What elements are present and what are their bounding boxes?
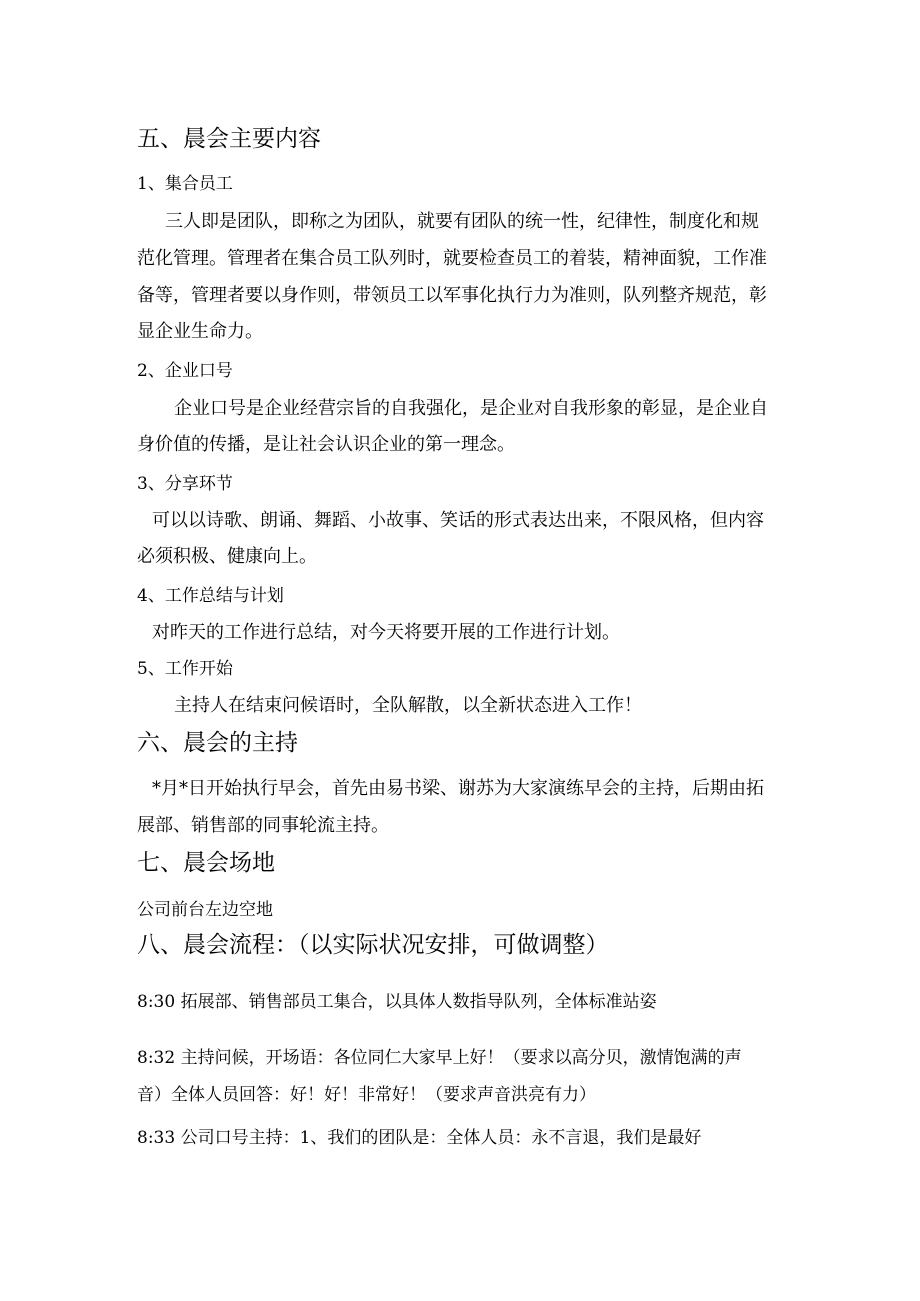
item-title-1: 1、集合员工 (137, 174, 233, 194)
item-title-5: 5、工作开始 (137, 659, 233, 679)
item-3-line-1: 可以以诗歌、朗诵、舞蹈、小故事、笑话的形式表达出来，不限风格，但内容 (152, 510, 764, 531)
section-heading-seven: 七、晨会场地 (137, 850, 275, 876)
item-title-4: 4、工作总结与计划 (137, 586, 284, 606)
schedule-830: 8:30 拓展部、销售部员工集合，以具体人数指导队列，全体标准站姿 (137, 992, 657, 1012)
section-heading-five: 五、晨会主要内容 (137, 126, 321, 152)
item-2-line-2: 身价值的传播，是让社会认识企业的第一理念。 (137, 434, 515, 455)
schedule-833: 8:33 公司口号主持：1、我们的团队是：全体人员：永不言退，我们是最好 (137, 1128, 702, 1148)
schedule-832-line-2: 音）全体人员回答：好！好！非常好！（要求声音洪亮有力） (137, 1085, 596, 1105)
item-2-line-1: 企业口号是企业经营宗旨的自我强化，是企业对自我形象的彰显，是企业自 (174, 398, 768, 419)
item-3-line-2: 必须积极、健康向上。 (137, 546, 317, 567)
six-line-2: 展部、销售部的同事轮流主持。 (137, 815, 389, 836)
venue-text: 公司前台左边空地 (137, 900, 273, 920)
item-title-2: 2、企业口号 (137, 361, 233, 381)
item-title-3: 3、分享环节 (137, 474, 233, 494)
item-1-line-1: 三人即是团队，即称之为团队，就要有团队的统一性，纪律性，制度化和规 (165, 211, 759, 232)
section-heading-eight: 八、晨会流程：（以实际状况安排，可做调整） (137, 932, 609, 958)
schedule-832-line-1: 8:32 主持问候，开场语：各位同仁大家早上好！（要求以高分贝，激情饱满的声 (137, 1048, 742, 1068)
item-4-line-1: 对昨天的工作进行总结，对今天将要开展的工作进行计划。 (152, 622, 620, 643)
section-heading-six: 六、晨会的主持 (137, 730, 298, 756)
item-5-line-1: 主持人在结束问候语时，全队解散，以全新状态进入工作！ (174, 695, 642, 716)
six-line-1: *月*日开始执行早会，首先由易书梁、谢苏为大家演练早会的主持，后期由拓 (152, 778, 764, 799)
item-1-line-4: 显企业生命力。 (137, 321, 263, 342)
item-1-line-3: 备等，管理者要以身作则，带领员工以军事化执行力为准则，队列整齐规范，彰 (137, 285, 767, 306)
item-1-line-2: 范化管理。管理者在集合员工队列时，就要检查员工的着装，精神面貌，工作准 (137, 248, 767, 269)
